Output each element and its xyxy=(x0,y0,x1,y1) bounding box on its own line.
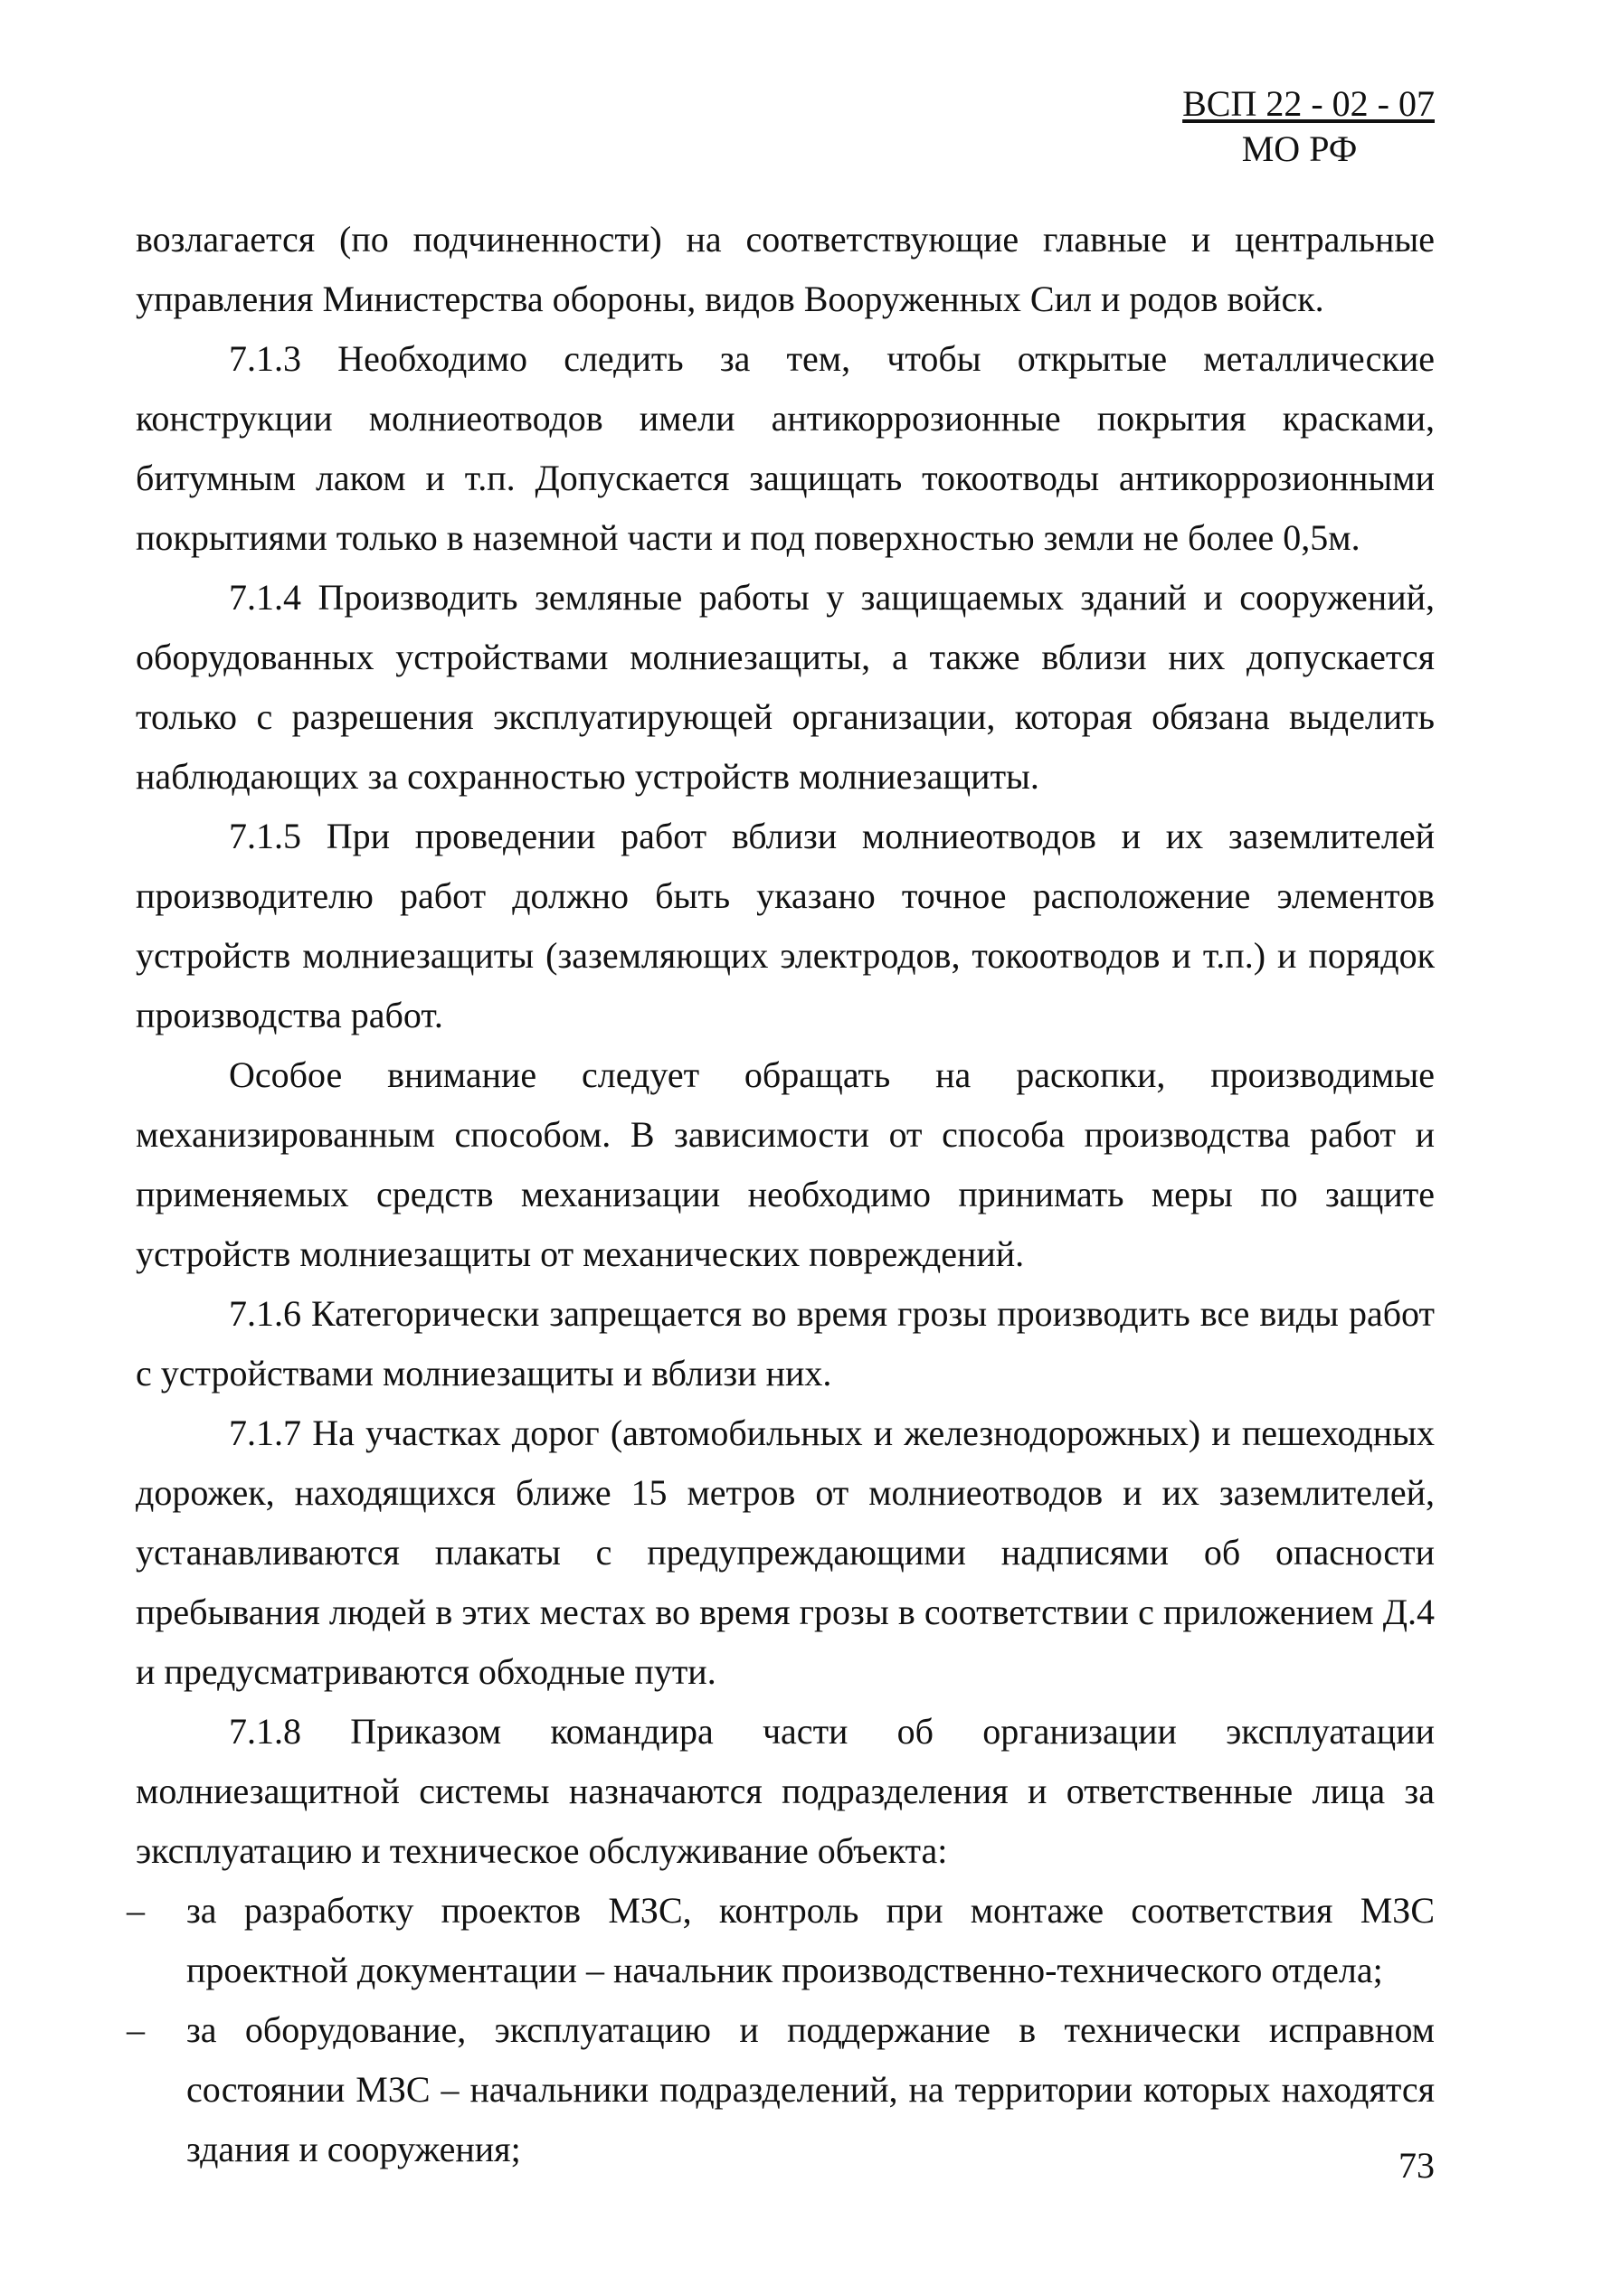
document-body xyxy=(127,210,1435,2179)
page-number: 73 xyxy=(1398,2145,1435,2186)
list-item xyxy=(127,1881,1435,2000)
paragraph-7-1-5: 7.1.5 При проведении работ вблизи молниеотводов и их заземлителей производителю работ должно быть указано точное расположение элементов устройств молниезащиты (заземляющих электродов, токоотводов и т.п.) и порядок производства работ. xyxy=(136,816,1435,1035)
paragraph-7-1-6: 7.1.6 Категорически запрещается во время грозы производить все виды работ с устройствами молниезащиты и вблизи них. xyxy=(136,1293,1435,1394)
document-code: ВСП 22 - 02 - 07 xyxy=(1182,83,1435,124)
organization-label: МО РФ xyxy=(1241,128,1358,169)
list-item xyxy=(127,2000,1435,2179)
list-item-text: за разработку проектов МЗС, контроль при монтаже соответствия МЗС проектной документации – начальник производственно-технического отдела; xyxy=(186,1890,1435,1990)
list-item-text: за оборудование, эксплуатацию и поддержание в технически исправном состоянии МЗС – начальники подразделений, на территории которых находятся здания и сооружения; xyxy=(186,2009,1435,2169)
dash-marker: – xyxy=(127,2009,145,2050)
responsibility-list xyxy=(127,1881,1435,2179)
paragraph-7-1-3: 7.1.3 Необходимо следить за тем, чтобы открытые металлические конструкции молниеотводов имели антикоррозионные покрытия красками, битумным лаком и т.п. Допускается защищать токоотводы антикоррозионными покрытиями только в наземной части и под поверхностью земли не более 0,5м. xyxy=(136,338,1435,558)
paragraph-7-1-4: 7.1.4 Производить земляные работы у защищаемых зданий и сооружений, оборудованных устройствами молниезащиты, а также вблизи них допускается только с разрешения эксплуатирующей организации, которая обязана выделить наблюдающих за сохранностью устройств молниезащиты. xyxy=(136,577,1435,797)
paragraph-7-1-7: 7.1.7 На участках дорог (автомобильных и железнодорожных) и пешеходных дорожек, находящихся ближе 15 метров от молниеотводов и их заземлителей, устанавливаются плакаты с предупреждающими надписями об опасности пребывания людей в этих местах во время грозы в соответствии с приложением Д.4 и предусматриваются обходные пути. xyxy=(136,1413,1435,1692)
paragraph-continuation: возлагается (по подчиненности) на соответствующие главные и центральные управления Министерства обороны, видов Вооруженных Сил и родов войск. xyxy=(136,219,1435,319)
paragraph-special-attention: Особое внимание следует обращать на раскопки, производимые механизированным способом. В зависимости от способа производства работ и применяемых средств механизации необходимо принимать меры по защите устройств молниезащиты от механических повреждений. xyxy=(136,1054,1435,1274)
document-header xyxy=(1164,81,1435,172)
dash-marker: – xyxy=(127,1890,145,1931)
paragraph-7-1-8: 7.1.8 Приказом командира части об организации эксплуатации молниезащитной системы назначаются подразделения и ответственные лица за эксплуатацию и техническое обслуживание объекта: xyxy=(136,1711,1435,1871)
